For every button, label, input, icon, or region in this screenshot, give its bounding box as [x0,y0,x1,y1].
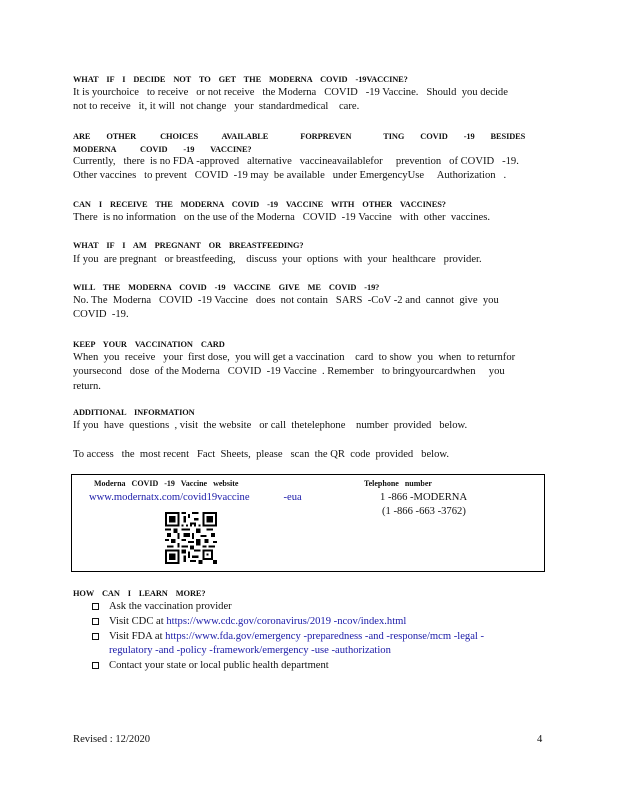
revision-date: Revised : 12/2020 [73,734,151,745]
section-heading: ADDITIONAL INFORMATION [73,408,195,417]
section-heading: ARE OTHER CHOICES AVAILABLE FORPREVEN TING COVID -19 BESIDES MODERNA COVID -19 VACCINE? [73,132,526,154]
fda-link[interactable]: https://www.fda.gov/emergency -preparedness -and -response/mcm -legal - [165,631,485,642]
section-body: There is no information on the use of the Moderna COVID -19 Vaccine with other vaccines. [73,212,490,223]
qr-code[interactable] [165,512,217,564]
section-body: When you receive your first dose, you will get a vaccination card to show you when to returnfor yoursecond dose of the Moderna COVID -19 Vaccine . Remember to bringyourcardwhen you return. [73,352,516,392]
list-item: Visit FDA at https://www.fda.gov/emergency -preparedness -and -response/mcm -legal - regulatory -and -policy -framework/emergency -use -authorization [92,630,542,660]
checkbox-bullet-icon [92,662,99,669]
section-body: No. The Moderna COVID -19 Vaccine does not contain SARS -CoV -2 and cannot give you COVID -19. [73,295,499,321]
learn-more-heading: HOW CAN I LEARN MORE? [73,589,206,598]
phone-number: 1 -866 -MODERNA [380,492,468,503]
telephone-header: Telephone number [364,479,432,488]
website-link[interactable] [89,492,302,503]
document-page: WHAT IF I DECIDE NOT TO GET THE MODERNA COVID -19VACCINE? It is yourchoice to receive or not receive the Moderna COVID -19 Vaccine. Should you decide not to receive it, it will not change your standardmedical care. ARE OTHER CHOICES AVAILABLE FORPREVEN TING COVID -19 BESIDES MODERNA COVID -19 VACCINE? Currently, there is no FDA -approved alternative vaccineavailablefor prevention of COVID -19. Other vaccines to prevent COVID -19 may be available under EmergencyUse Authorization . CAN I RECEIVE THE MODERNA COVID -19 VACCINE WITH OTHER VACCINES? There is no information on the use of the Moderna COVID -19 Vaccine with other vaccines. WHAT IF I AM PREGNANT OR BREASTFEEDING? If you are pregnant or breastfeeding, discuss your options with your healthcare provider. WILL THE MODERNA COVID -19 VACCINE GIVE ME COVID -19? No. The Moderna COVID -19 Vaccine does not contain SARS -CoV -2 and cannot give you COVID -19. KEEP YOUR VACCINATION CARD When you receive your first dose, you will get a vaccination card to show you when to returnfor yoursecond dose of the Moderna COVID -19 Vaccine . Remember to bringyourcardwhen you return. ADDITIONAL INFORMATION If you have questions , visit the website or call thetelephone number provided below. To access the most recent Fact Sheets, please scan the QR code provided below. Moderna COVID -19 Vaccine website Telephone number www.modernatx.com/covid19vaccine -eua 1 -866 -MODERNA (1 -866 -663 -3762) HOW CAN I LEARN MORE? Ask the vaccination provider Visit CDC at https://www.cdc.gov/coronavirus/2019 -ncov/index.html Visit FDA at https://www.fda.gov/emergency -preparedness -and -response/mcm -legal - regulatory -and -policy -framework/emergency -use -authorization Contact your state or local public health department Revised : 12/2020 4 [0,0,618,800]
checkbox-bullet-icon [92,603,99,610]
section-heading: KEEP YOUR VACCINATION CARD [73,340,225,349]
website-url-part1[interactable]: www.modernatx.com/covid19vaccine [89,492,250,503]
qr-instruction: To access the most recent Fact Sheets, please scan the QR code provided below. [73,449,450,460]
section-heading: WHAT IF I DECIDE NOT TO GET THE MODERNA COVID -19VACCINE? [73,75,408,84]
website-header: Moderna COVID -19 Vaccine website [94,479,239,488]
cdc-link[interactable]: https://www.cdc.gov/coronavirus/2019 -ncov/index.html [166,616,407,627]
website-url-part2[interactable]: -eua [283,492,302,503]
page-number: 4 [537,734,543,745]
fda-link-continued[interactable]: regulatory -and -policy -framework/emergency -use -authorization [109,645,391,656]
section-body: It is yourchoice to receive or not receive the Moderna COVID -19 Vaccine. Should you decide not to receive it, it will not change your standardmedical care. [73,87,508,113]
section-body: Currently, there is no FDA -approved alternative vaccineavailablefor prevention of COVID -19. Other vaccines to prevent COVID -19 may be available under EmergencyUse Authorization . [73,156,519,182]
phone-number-digits: (1 -866 -663 -3762) [382,506,466,517]
section-body: If you are pregnant or breastfeeding, discuss your options with your healthcare provider. [73,254,482,265]
section-heading: WILL THE MODERNA COVID -19 VACCINE GIVE ME COVID -19? [73,283,380,292]
checkbox-bullet-icon [92,618,99,625]
section-body: If you have questions , visit the website or call thetelephone number provided below. [73,420,468,431]
checkbox-bullet-icon [92,633,99,640]
section-heading: WHAT IF I AM PREGNANT OR BREASTFEEDING? [73,241,304,250]
section-heading: CAN I RECEIVE THE MODERNA COVID -19 VACCINE WITH OTHER VACCINES? [73,200,446,209]
contact-box [71,474,545,572]
